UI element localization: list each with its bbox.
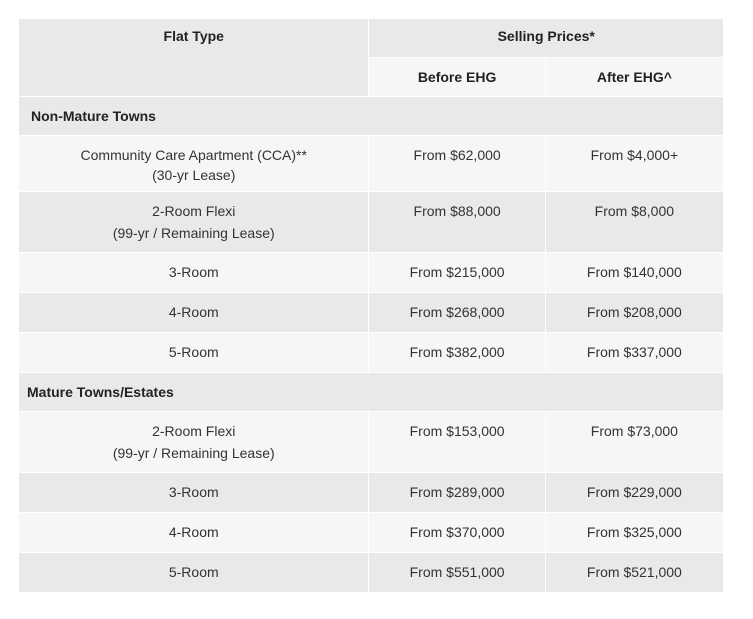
- price-after-ehg: From $337,000: [545, 333, 723, 373]
- flat-note: (99-yr / Remaining Lease): [112, 225, 275, 241]
- price-after-ehg: From $325,000: [545, 513, 723, 553]
- section-header-non-mature: [19, 97, 724, 136]
- table-row: [19, 473, 724, 513]
- price-before-ehg: From $62,000: [369, 136, 545, 192]
- table-row: [19, 553, 724, 593]
- flat-type: 5-Room: [19, 333, 369, 373]
- price-before-ehg: From $153,000: [369, 412, 545, 473]
- flat-type: 2-Room Flexi: [152, 203, 236, 219]
- flat-type: Community Care Apartment (CCA)**: [80, 147, 307, 163]
- header-selling-prices-label: Selling Prices*: [497, 28, 595, 44]
- price-after-ehg: From $229,000: [545, 473, 723, 513]
- flat-type: 3-Room: [19, 253, 369, 293]
- price-after-ehg: From $140,000: [545, 253, 723, 293]
- header-flat-type: [19, 19, 369, 97]
- table-row: [19, 412, 724, 473]
- header-after-ehg: After EHG^: [545, 58, 723, 97]
- flat-type-cell: [19, 412, 369, 473]
- price-after-ehg: From $521,000: [545, 553, 723, 593]
- flat-type: 5-Room: [19, 553, 369, 593]
- flat-note: (30-yr Lease): [152, 167, 236, 183]
- flat-note: (99-yr / Remaining Lease): [112, 445, 275, 461]
- price-before-ehg: From $215,000: [369, 253, 545, 293]
- flat-type-cell: [19, 192, 369, 253]
- header-selling-prices: [369, 19, 724, 58]
- table-row: [19, 293, 724, 333]
- header-before-ehg: Before EHG: [369, 58, 545, 97]
- section-title: Mature Towns/Estates: [19, 373, 724, 412]
- price-before-ehg: From $382,000: [369, 333, 545, 373]
- price-after-ehg: From $8,000: [545, 192, 723, 253]
- flat-type: 4-Room: [19, 293, 369, 333]
- section-title: Non-Mature Towns: [19, 97, 724, 136]
- flat-type: 2-Room Flexi: [152, 423, 236, 439]
- section-header-mature: [19, 373, 724, 412]
- price-after-ehg: From $4,000+: [545, 136, 723, 192]
- price-before-ehg: From $268,000: [369, 293, 545, 333]
- flat-type: 3-Room: [19, 473, 369, 513]
- flat-type-cell: [19, 136, 369, 192]
- price-before-ehg: From $88,000: [369, 192, 545, 253]
- flat-prices-table: [18, 18, 724, 593]
- table-row: [19, 136, 724, 192]
- table-row: [19, 192, 724, 253]
- price-before-ehg: From $551,000: [369, 553, 545, 593]
- price-after-ehg: From $73,000: [545, 412, 723, 473]
- price-before-ehg: From $289,000: [369, 473, 545, 513]
- flat-type: 4-Room: [19, 513, 369, 553]
- header-flat-type-label: Flat Type: [163, 28, 224, 44]
- price-before-ehg: From $370,000: [369, 513, 545, 553]
- price-after-ehg: From $208,000: [545, 293, 723, 333]
- table-row: [19, 513, 724, 553]
- table-row: [19, 333, 724, 373]
- table-row: [19, 253, 724, 293]
